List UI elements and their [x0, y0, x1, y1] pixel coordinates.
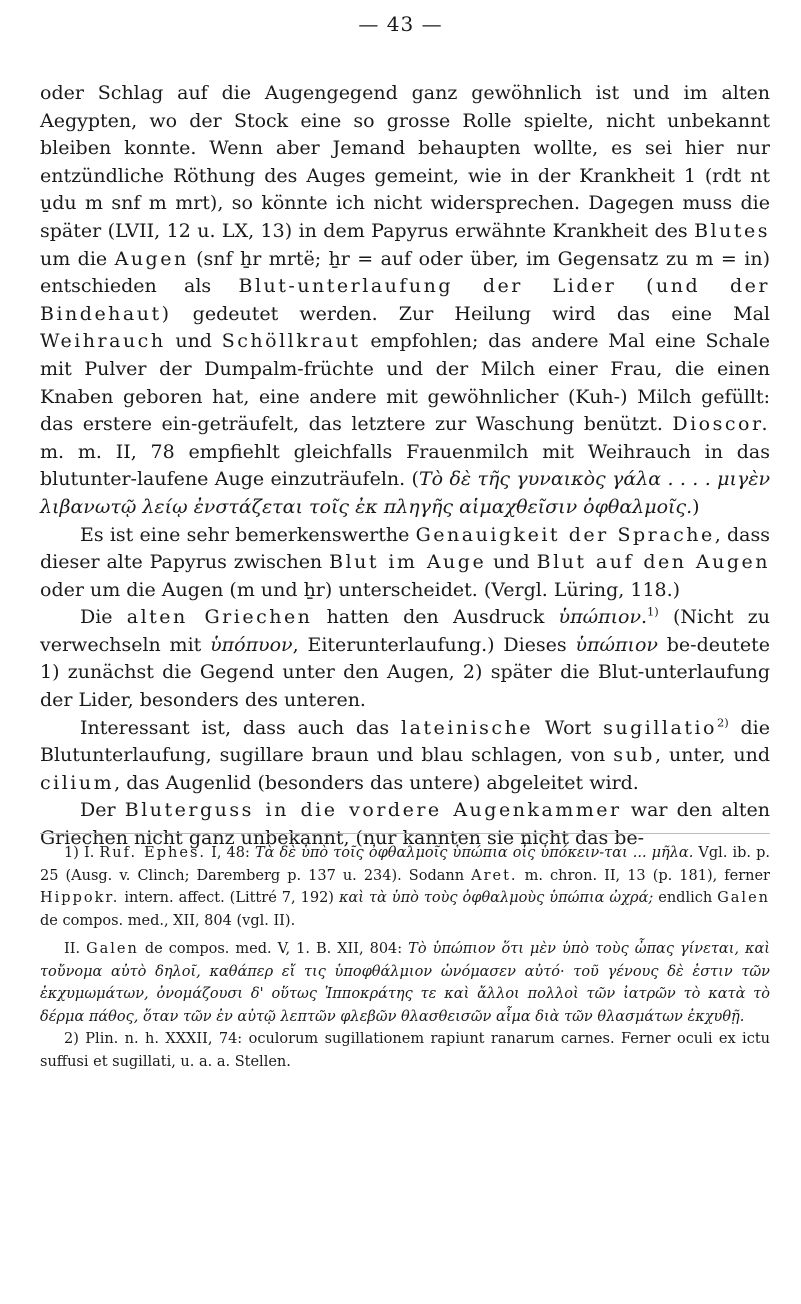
text-run: sub: [613, 744, 655, 767]
text-run: m. m. II, 78 empfiehlt gleichfalls Frauenmilch mit Weihrauch in das blutunter-laufene Auge einzuträufeln. (: [40, 440, 770, 491]
text-run: καὶ τὰ ὑπὸ τοὺς ὀφθαλμοὺς ὑπώπια ὠχρά;: [338, 890, 654, 906]
footnote-divider: [40, 833, 770, 834]
text-run: Der: [80, 799, 125, 822]
text-run: hatten den Ausdruck: [312, 606, 559, 629]
text-run: ): [692, 495, 700, 518]
text-run: Blut im Auge: [329, 551, 487, 574]
footnotes: [40, 842, 770, 1073]
text-run: 1) I.: [64, 845, 100, 861]
text-run: Schöllkraut: [221, 330, 361, 353]
text-run: Wort: [533, 716, 604, 739]
paragraph: [40, 604, 770, 714]
text-run: ὑπώπιον: [575, 633, 658, 656]
text-run: ὑπώπιον.: [558, 606, 648, 629]
paragraph: [40, 80, 770, 522]
text-run: Blut-unterlaufung der Lider (und der Bindehaut): [40, 275, 770, 325]
text-run: Τὸ δὲ τῆς γυναικὸς γάλα . . . . μιγὲν λιβανωτῷ λείῳ ἐνστάζεται τοῖς ἐκ πληγῆς αἱμαχθεῖσιν ὀφθαλμοῖς.: [40, 468, 771, 518]
text-run: I, 48:: [206, 845, 255, 861]
text-run: de compos. med. V, 1. B. XII, 804:: [138, 941, 409, 957]
text-run: Bluterguss in die vordere Augenkammer: [124, 799, 622, 822]
text-run: Galen: [86, 941, 139, 957]
text-run: , das Augenlid (besonders das untere) abgeleitet wird.: [114, 771, 639, 794]
text-run: Interessant ist, dass auch das: [80, 716, 401, 739]
footnote: [40, 1028, 770, 1073]
text-run: Weihrauch: [40, 330, 166, 353]
text-run: (snf ẖr mrtë; ẖr = auf oder über, im Gegensatz zu m = in) entschieden als: [40, 247, 770, 298]
text-run: ὑπόπυον: [210, 633, 293, 656]
text-run: Τὰ δὲ ὑπὸ τοῖς ὀφθαλμοῖς ὑπώπια οἷς ὑπόκειν-ται ... μῆλα.: [254, 845, 694, 861]
text-run: Blut auf den Augen: [536, 551, 771, 574]
footnote-marker: 2): [716, 715, 729, 730]
text-run: war den alten Griechen nicht ganz unbekannt, (nur kannten sie nicht das be-: [40, 799, 770, 850]
text-run: intern. affect. (Littré 7, 192): [119, 890, 339, 906]
text-run: Hippokr.: [40, 890, 120, 906]
text-run: oder Schlag auf die Augengegend ganz gewöhnlich ist und im alten Aegypten, wo der Stock eine so grosse Rolle spielte, nicht unbekannt bleiben konnte. Wenn aber Jemand behaupten wollte, es sei hier nur entzündliche Röthung des Auges gemeint, wie in der Krankheit 1 (rdt nt u̱du m snf m mrt), so könnte ich nicht widersprechen. Dagegen muss die später (LVII, 12 u. LX, 13) in dem Papyrus erwähnte Krankheit des: [40, 82, 770, 242]
text-run: (Nicht zu verwechseln mit: [40, 606, 771, 656]
text-run: oder um die Augen (m und ẖr) unterscheidet. (Vergl. Lüring, 118.): [40, 578, 681, 601]
footnote: [40, 842, 770, 932]
text-run: Genauigkeit der Sprache: [415, 523, 715, 546]
text-run: alten Griechen: [126, 606, 313, 629]
text-run: Ruf. Ephes.: [99, 845, 207, 861]
text-run: lateinische: [401, 716, 534, 739]
text-run: II.: [64, 941, 87, 957]
main-text: [40, 80, 770, 853]
text-run: Die: [80, 606, 127, 629]
text-run: 2) Plin. n. h. XXXII, 74: oculorum sugillationem rapiunt ranarum carnes. Ferner oculi ex ictu suffusi et sugillati, u. a. a. Stellen.: [40, 1031, 770, 1070]
text-run: die Blutunterlaufung, sugillare braun und blau schlagen, von: [40, 716, 770, 767]
text-run: Τὸ ὑπώπιον ὅτι μὲν ὑπὸ τοὺς ὦπας γίνεται, καὶ τοὔνομα αὐτὸ δηλοῖ, καθάπερ εἴ τις ὑποφθάλμιον ὠνόμασεν αὐτό· τοῦ γένους δὲ ἐστιν τῶν ἐκχυμωμάτων, ὀνομάζουσι δ' οὕτως Ἱπποκράτης τε καὶ ἄλλοι πολλοὶ τῶν ἰατρῶν τὸ κατὰ τὸ δέρμα πάθος, ὅταν τῶν ἐν αὐτῷ λεπτῶν φλεβῶν θλασθεισῶν αἷμα διὰ τῶν θλασμάτων ἐκχυθῇ.: [40, 941, 770, 1025]
text-run: be-deutete 1) zunächst die Gegend unter den Augen, 2) später die Blut-unterlaufung der Lider, besonders des unteren.: [40, 633, 770, 712]
text-run: sugillatio: [603, 716, 717, 739]
page-number: — 43 —: [358, 12, 443, 36]
text-run: Augen: [114, 247, 189, 270]
paragraph: [40, 715, 770, 798]
text-run: cilium: [40, 771, 115, 794]
text-run: endlich: [653, 890, 718, 906]
text-run: de compos. med., XII, 804 (vgl. II).: [40, 912, 296, 929]
paragraph: [40, 522, 770, 605]
text-run: , dass dieser alte Papyrus zwischen: [40, 523, 770, 574]
text-run: um die: [40, 247, 115, 270]
text-run: empfohlen; das andere Mal eine Schale mit Pulver der Dumpalm-früchte und der Milch einer Frau, die einen Knaben geboren hat, eine andere mit gewöhnlicher (Kuh-) Milch gefüllt: das erstere ein-geträufelt, das letztere zur Waschung benützt.: [40, 330, 770, 436]
text-run: und: [486, 551, 537, 574]
text-run: Dioscor.: [672, 413, 770, 436]
text-run: , unter, und: [654, 744, 770, 767]
text-run: und: [165, 330, 222, 353]
text-run: gedeutet werden. Zur Heilung wird das eine Mal: [171, 302, 770, 325]
text-run: Es ist eine sehr bemerkenswerthe: [80, 523, 416, 546]
text-run: Blutes: [694, 219, 770, 242]
footnote: [40, 938, 770, 1028]
footnote-marker: 1): [647, 604, 659, 619]
text-run: m. chron. II, 13 (p. 181), ferner: [517, 867, 770, 884]
text-run: , Eiterunterlaufung.) Dieses: [292, 633, 576, 656]
text-run: Vgl. ib. p. 25 (Ausg. v. Clinch; Daremberg p. 137 u. 234). Sodann: [40, 845, 771, 884]
text-run: Aret.: [471, 867, 518, 884]
text-run: Galen: [717, 890, 770, 906]
